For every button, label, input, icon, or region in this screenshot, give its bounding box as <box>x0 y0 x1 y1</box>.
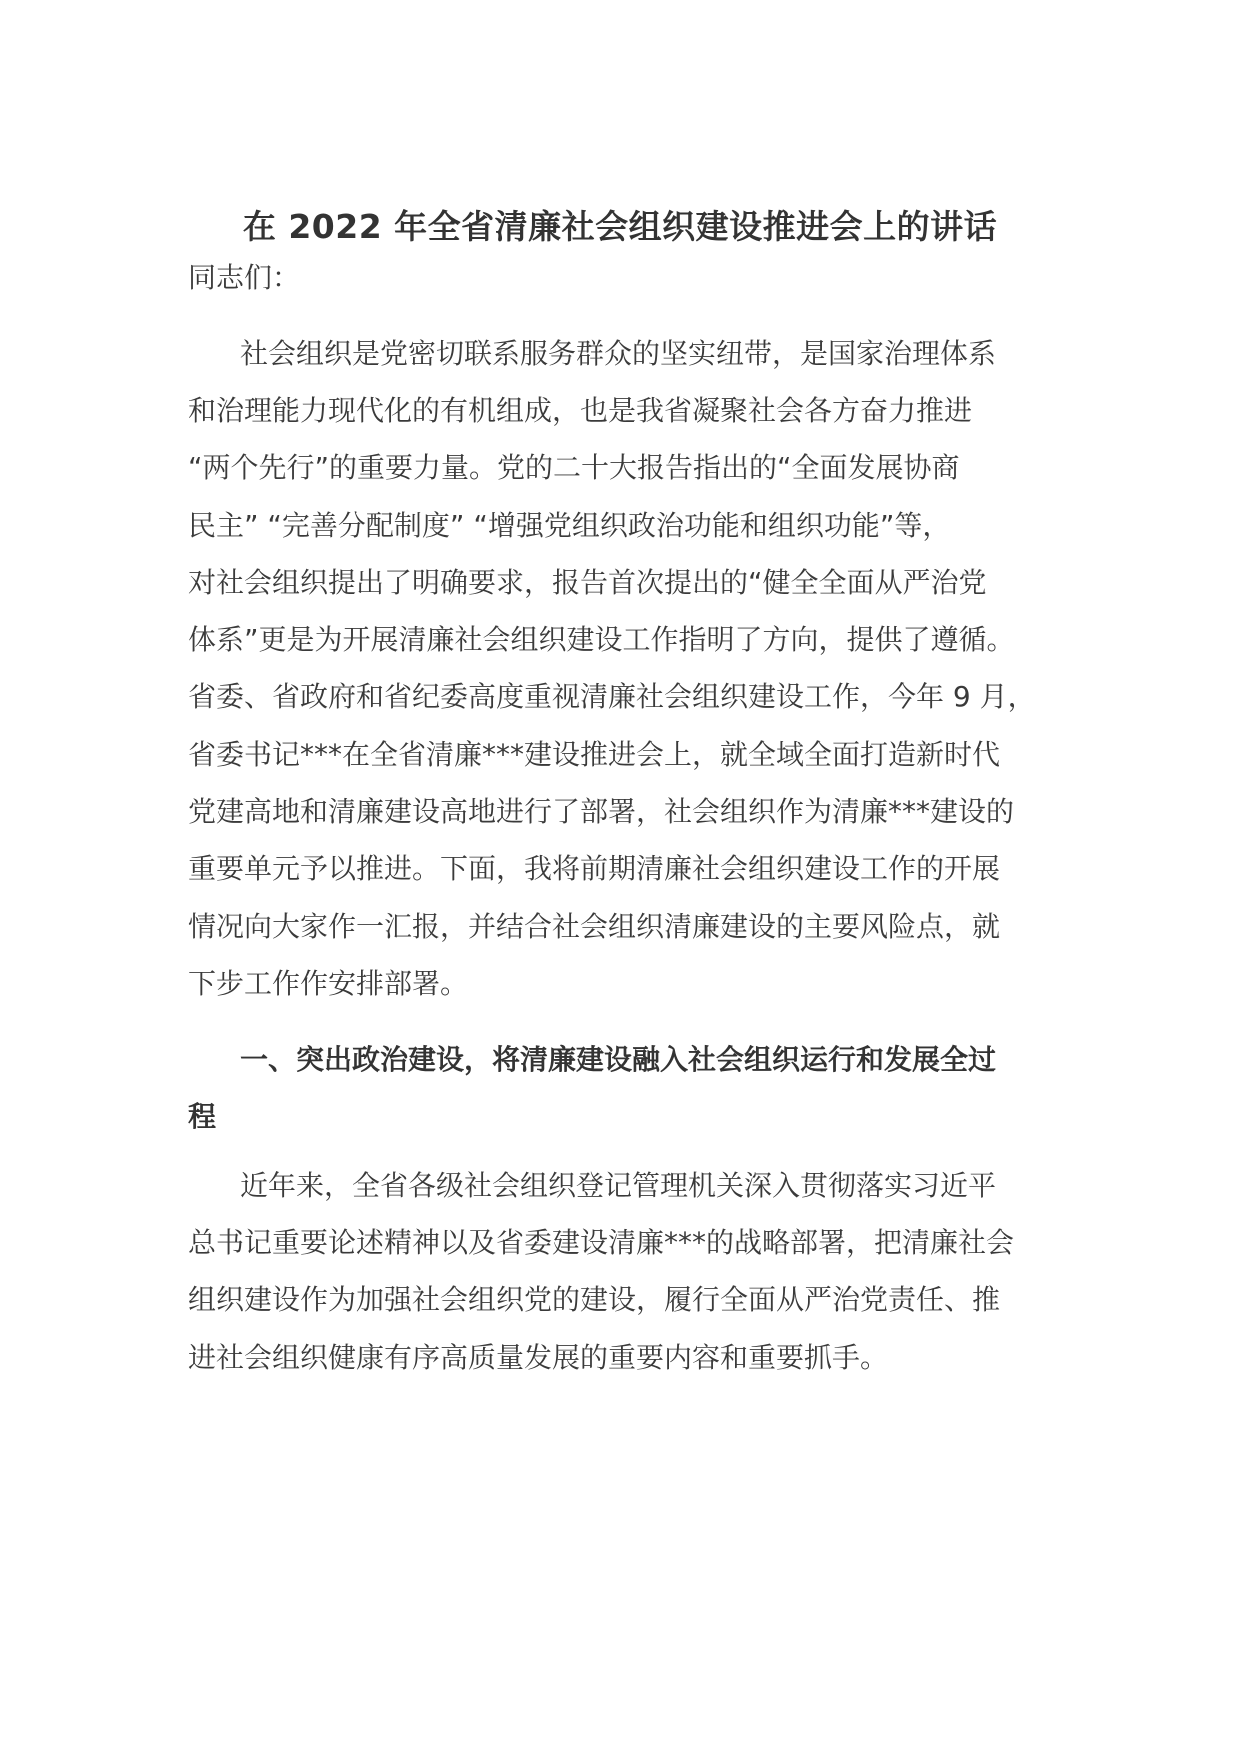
paragraph-line: 情况向大家作一汇报，并结合社会组织清廉建设的主要风险点，就 <box>188 910 1001 943</box>
paragraph-line: 社会组织是党密切联系服务群众的坚实纽带，是国家治理体系 <box>240 337 997 370</box>
section-heading-continued: 程 <box>188 1100 217 1133</box>
paragraph-line: 省委、省政府和省纪委高度重视清廉社会组织建设工作，今年 9 月， <box>188 680 1036 713</box>
paragraph-line: 进社会组织健康有序高质量发展的重要内容和重要抓手。 <box>188 1341 889 1374</box>
paragraph-line: 下步工作作安排部署。 <box>188 967 469 1000</box>
paragraph-line: 民主” “完善分配制度” “增强党组织政治功能和组织功能”等， <box>188 509 951 542</box>
paragraph-line: “两个先行”的重要力量。党的二十大报告指出的“全面发展协商 <box>188 451 960 484</box>
paragraph-line: 省委书记***在全省清廉***建设推进会上，就全域全面打造新时代 <box>188 738 1001 771</box>
salutation: 同志们： <box>188 261 301 294</box>
paragraph-line: 总书记重要论述精神以及省委建设清廉***的战略部署，把清廉社会 <box>188 1226 1015 1259</box>
paragraph-line: 近年来，全省各级社会组织登记管理机关深入贯彻落实习近平 <box>240 1169 997 1202</box>
paragraph-line: 党建高地和清廉建设高地进行了部署，社会组织作为清廉***建设的 <box>188 795 1015 828</box>
paragraph-line: 重要单元予以推进。下面，我将前期清廉社会组织建设工作的开展 <box>188 852 1001 885</box>
paragraph-line: 组织建设作为加强社会组织党的建设，履行全面从严治党责任、推 <box>188 1283 1001 1316</box>
section-heading: 一、突出政治建设，将清廉建设融入社会组织运行和发展全过 <box>240 1043 997 1076</box>
paragraph-line: 对社会组织提出了明确要求，报告首次提出的“健全全面从严治党 <box>188 566 987 599</box>
paragraph-line: 和治理能力现代化的有机组成，也是我省凝聚社会各方奋力推进 <box>188 394 973 427</box>
document-title: 在 2022 年全省清廉社会组织建设推进会上的讲话 <box>242 207 998 246</box>
paragraph-line: 体系”更是为开展清廉社会组织建设工作指明了方向，提供了遵循。 <box>188 623 1015 656</box>
